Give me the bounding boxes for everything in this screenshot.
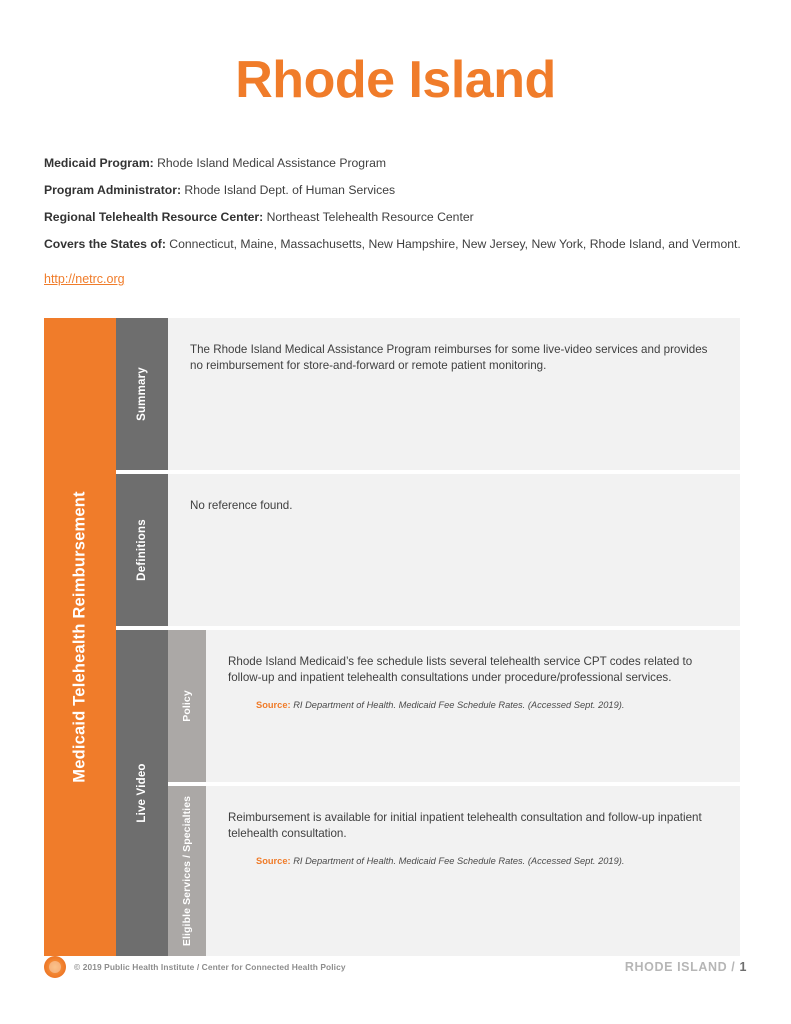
- source-label: Source:: [256, 699, 291, 710]
- section-body-summary: [168, 318, 740, 470]
- section-text: The Rhode Island Medical Assistance Program reimburses for some live-video services and provides no reimbursement for store-and-forward or remote patient monitoring.: [190, 343, 708, 373]
- section-label: Live Video: [136, 763, 148, 823]
- footer-right: [625, 960, 747, 974]
- source-citation: [228, 855, 718, 868]
- section-label: Summary: [136, 367, 148, 421]
- meta-value: Rhode Island Medical Assistance Program: [153, 156, 387, 171]
- table-row: [116, 474, 740, 626]
- meta-value: Northeast Telehealth Resource Center: [263, 210, 474, 225]
- subsection-body-eligible-services: [206, 786, 740, 956]
- subsection-label: Policy: [181, 690, 193, 722]
- source-text: RI Department of Health. Medicaid Fee Schedule Rates. (Accessed Sept. 2019).: [290, 699, 625, 710]
- section-header-live-video: [116, 630, 168, 956]
- page-footer: [44, 954, 747, 980]
- table-spine-medicaid-telehealth-reimbursement: [44, 318, 116, 956]
- subsection-text: Rhode Island Medicaid’s fee schedule lists several telehealth service CPT codes related to follow-up and inpatient telehealth consultations under procedure/professional services.: [228, 655, 693, 685]
- meta-row: [44, 207, 747, 228]
- subsection-text: Reimbursement is available for initial inpatient telehealth consultation and follow-up inpatient telehealth consultation.: [228, 811, 702, 841]
- table-row: [116, 318, 740, 470]
- meta-value: Rhode Island Dept. of Human Services: [181, 183, 396, 198]
- table-spine-label: Medicaid Telehealth Reimbursement: [70, 491, 89, 783]
- section-label: Definitions: [136, 519, 148, 581]
- cchp-logo-icon: [44, 956, 66, 978]
- section-header-summary: [116, 318, 168, 470]
- table-subrow: [168, 786, 740, 956]
- subsection-body-policy: [206, 630, 740, 782]
- meta-row: [44, 234, 747, 255]
- meta-label: Program Administrator:: [44, 183, 182, 198]
- table-subrow: [168, 630, 740, 782]
- metadata-block: [44, 153, 747, 290]
- subsection-header-policy: [168, 630, 206, 782]
- meta-row: [44, 153, 747, 174]
- subsection-label: Eligible Services / Specialties: [181, 795, 193, 947]
- meta-label: Covers the States of:: [44, 237, 166, 252]
- netrc-link[interactable]: http://netrc.org: [44, 272, 125, 287]
- section-text: No reference found.: [190, 499, 293, 512]
- meta-label: Medicaid Program:: [44, 156, 154, 171]
- section-body-definitions: [168, 474, 740, 626]
- meta-label: Regional Telehealth Resource Center:: [44, 210, 264, 225]
- meta-value: Connecticut, Maine, Massachusetts, New Hampshire, New Jersey, New York, Rhode Island, and Vermont.: [165, 237, 741, 252]
- footer-left: [44, 956, 346, 978]
- source-text: RI Department of Health. Medicaid Fee Schedule Rates. (Accessed Sept. 2019).: [290, 855, 625, 866]
- footer-page-number: 1: [739, 960, 747, 974]
- subsection-header-eligible-services-specialties: [168, 786, 206, 956]
- table-row: [116, 630, 740, 956]
- footer-copyright: © 2019 Public Health Institute / Center for Connected Health Policy: [74, 962, 346, 972]
- footer-state: RHODE ISLAND: [624, 960, 728, 974]
- footer-separator: /: [727, 960, 740, 974]
- page-title: Rhode Island: [235, 51, 556, 109]
- source-label: Source:: [256, 855, 291, 866]
- reimbursement-table: [44, 318, 740, 956]
- section-header-definitions: [116, 474, 168, 626]
- source-citation: [228, 699, 718, 712]
- meta-row: [44, 180, 747, 201]
